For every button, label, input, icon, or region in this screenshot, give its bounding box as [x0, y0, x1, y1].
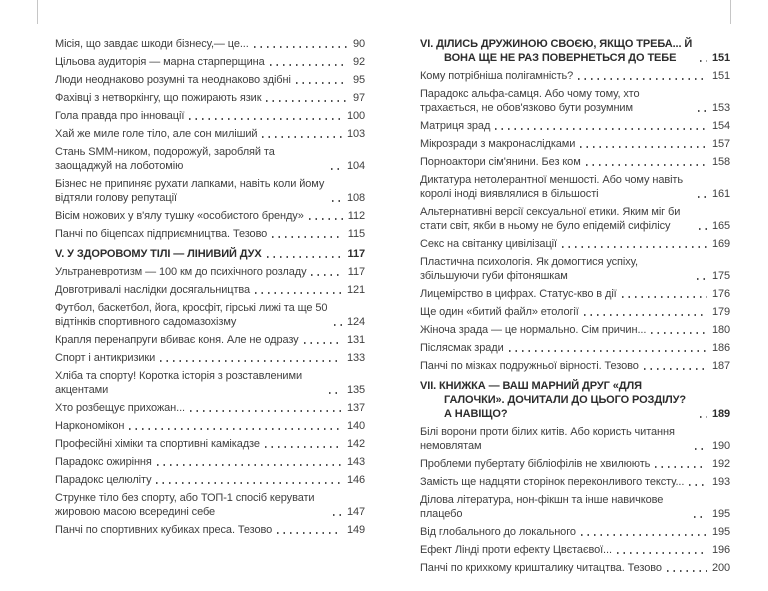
- dot-leader: [296, 82, 348, 84]
- entry-page-number: 200: [711, 562, 730, 574]
- entry-page-number: 117: [347, 266, 365, 278]
- toc-entry: [55, 177, 365, 205]
- toc-column-right: [420, 37, 730, 579]
- dot-leader: [700, 416, 707, 418]
- entry-page-number: 117: [347, 248, 365, 260]
- entry-page-number: 192: [711, 458, 730, 470]
- toc-entry: [420, 525, 730, 539]
- entry-page-number: 135: [346, 384, 365, 396]
- dot-leader: [697, 278, 707, 280]
- entry-page-number: 97: [352, 92, 365, 104]
- dot-leader: [254, 46, 348, 48]
- toc-entry: [420, 287, 730, 301]
- toc-entry: [55, 333, 365, 347]
- dot-leader: [622, 296, 707, 298]
- entry-page-number: 149: [346, 524, 365, 536]
- toc-entry: [420, 475, 730, 489]
- toc-entry: [55, 265, 365, 279]
- entry-page-number: 151: [711, 70, 730, 82]
- dot-leader: [129, 428, 342, 430]
- toc-entry: [55, 55, 365, 69]
- entry-page-number: 124: [346, 316, 365, 328]
- entry-page-number: 195: [711, 526, 730, 538]
- entry-page-number: 92: [352, 56, 365, 68]
- entry-title: Ділова література, нон-фікшн та інше навичкове плацебо: [420, 494, 664, 520]
- entry-title: Замість ще надцяти сторінок переконливого тексту...: [420, 476, 685, 488]
- entry-title: Білі ворони проти білих китів. Або користь читання немовлятам: [420, 426, 675, 452]
- entry-title: Футбол, баскетбол, йога, кросфіт, гірські лижі та ще 50 відтінків спортивного садомазохізму: [55, 302, 328, 328]
- dot-leader: [509, 350, 707, 352]
- toc-entry: [420, 237, 730, 251]
- entry-page-number: 108: [346, 192, 365, 204]
- dot-leader: [644, 368, 707, 370]
- dot-leader: [695, 448, 707, 450]
- toc-section-heading: [55, 247, 365, 261]
- toc-entry: [420, 119, 730, 133]
- entry-page-number: 180: [711, 324, 730, 336]
- toc-column-left: [55, 37, 365, 579]
- entry-title: Струнке тіло без спорту, або ТОП-1 спосіб керувати жировою масою всередині себе: [55, 492, 315, 518]
- entry-page-number: 142: [346, 438, 365, 450]
- dot-leader: [157, 464, 342, 466]
- entry-page-number: 187: [711, 360, 730, 372]
- entry-title: Порноактори сім'янини. Без ком: [420, 156, 581, 168]
- toc-entry: [55, 437, 365, 451]
- entry-title: Ефект Лінді проти ефекту Цвєтаєвої...: [420, 544, 612, 556]
- entry-title: Бізнес не припиняє рухати лапками, навіть коли йому відтяли голову репутації: [55, 178, 325, 204]
- dot-leader: [580, 146, 707, 148]
- toc-section-heading: [420, 37, 730, 65]
- entry-title: Стань SMM-ником, подорожуй, заробляй та заощаджуй на лоботомію: [55, 146, 275, 172]
- toc-entry: [420, 137, 730, 151]
- entry-title: Матриця зрад: [420, 120, 491, 132]
- toc-entry: [55, 473, 365, 487]
- entry-title: Довготривалі наслідки досягальництва: [55, 284, 251, 296]
- toc-entry: [55, 419, 365, 433]
- toc-section-heading: [420, 379, 730, 421]
- entry-page-number: 176: [711, 288, 730, 300]
- entry-page-number: 104: [346, 160, 365, 172]
- entry-page-number: 140: [346, 420, 365, 432]
- entry-page-number: 147: [346, 506, 365, 518]
- dot-leader: [267, 256, 343, 258]
- entry-page-number: 103: [346, 128, 365, 140]
- toc-entry: [420, 457, 730, 471]
- entry-page-number: 179: [711, 306, 730, 318]
- dot-leader: [311, 274, 342, 276]
- entry-page-number: 161: [711, 188, 730, 200]
- entry-page-number: 153: [711, 102, 730, 114]
- entry-page-number: 115: [347, 228, 365, 240]
- entry-title: Наркономікон: [55, 420, 125, 432]
- page-corner-mark-left: [37, 0, 38, 24]
- toc-entry: [420, 87, 730, 115]
- toc-entry: [55, 227, 365, 241]
- entry-title: Панчі по мізках подружньої вірності. Тезово: [420, 360, 639, 372]
- entry-title: Пластична психологія. Як домогтися успіху, збільшуючи губи фітоняшкам: [420, 256, 638, 282]
- dot-leader: [255, 292, 342, 294]
- toc-entry: [55, 283, 365, 297]
- toc-entry: [420, 359, 730, 373]
- dot-leader: [265, 446, 342, 448]
- toc-entry: [420, 155, 730, 169]
- dot-leader: [190, 410, 342, 412]
- entry-page-number: 195: [711, 508, 730, 520]
- dot-leader: [694, 516, 707, 518]
- toc-entry: [55, 209, 365, 223]
- entry-page-number: 143: [346, 456, 365, 468]
- toc-entry: [420, 493, 730, 521]
- dot-leader: [651, 332, 707, 334]
- entry-title: Лицемірство в цифрах. Статус-кво в дії: [420, 288, 617, 300]
- entry-title: Жіноча зрада — це нормально. Сім причин...: [420, 324, 647, 336]
- toc-entry: [420, 543, 730, 557]
- dot-leader: [266, 100, 348, 102]
- entry-page-number: 137: [346, 402, 365, 414]
- dot-leader: [334, 324, 342, 326]
- dot-leader: [272, 236, 343, 238]
- entry-page-number: 165: [711, 220, 730, 232]
- entry-title: Парадокс целюліту: [55, 474, 152, 486]
- entry-page-number: 189: [711, 408, 730, 420]
- toc-entry: [55, 127, 365, 141]
- entry-page-number: 100: [346, 110, 365, 122]
- dot-leader: [655, 466, 707, 468]
- dot-leader: [160, 360, 342, 362]
- toc-entry: [55, 401, 365, 415]
- toc-entry: [55, 369, 365, 397]
- entry-title: Хто розбещує прихожан...: [55, 402, 186, 414]
- entry-page-number: 158: [711, 156, 730, 168]
- entry-page-number: 157: [711, 138, 730, 150]
- dot-leader: [698, 196, 707, 198]
- dot-leader: [584, 314, 707, 316]
- toc-entry: [420, 323, 730, 337]
- toc-entry: [55, 301, 365, 329]
- toc-entry: [420, 341, 730, 355]
- dot-leader: [689, 484, 707, 486]
- entry-title: V. У ЗДОРОВОМУ ТІЛІ — ЛІНИВИЙ ДУХ: [55, 248, 262, 260]
- entry-title: Панчі по крихкому кришталику читацтва. Тезово: [420, 562, 662, 574]
- entry-title: Диктатура нетолерантної меншості. Або чому навіть королі іноді виявлялися в більшості: [420, 174, 683, 200]
- entry-title: Мікрозради з макронаслідками: [420, 138, 576, 150]
- entry-title: VII. КНИЖКА — ВАШ МАРНИЙ ДРУГ «ДЛЯ ГАЛОЧКИ». ДОЧИТАЛИ ДО ЦЬОГО РОЗДІЛУ? А НАВІЩО?: [420, 380, 687, 420]
- entry-title: Секс на світанку цивілізації: [420, 238, 557, 250]
- dot-leader: [700, 60, 707, 62]
- entry-page-number: 175: [711, 270, 730, 282]
- entry-title: Крапля перенапруги вбиває коня. Але не одразу: [55, 334, 299, 346]
- dot-leader: [309, 218, 343, 220]
- dot-leader: [304, 342, 342, 344]
- toc-entry: [55, 523, 365, 537]
- dot-leader: [586, 164, 707, 166]
- entry-page-number: 169: [711, 238, 730, 250]
- dot-leader: [156, 482, 341, 484]
- entry-page-number: 151: [711, 52, 730, 64]
- toc-entry: [55, 455, 365, 469]
- entry-title: VI. ДІЛИСЬ ДРУЖИНОЮ СВОЄЮ, ЯКЩО ТРЕБА... Й ВОНА ЩЕ НЕ РАЗ ПОВЕРНЕТЬСЯ ДО ТЕБЕ: [420, 38, 693, 64]
- entry-title: Післясмак зради: [420, 342, 504, 354]
- dot-leader: [581, 534, 707, 536]
- entry-title: Хліба та спорту! Коротка історія з розставленими акцентами: [55, 370, 302, 396]
- entry-page-number: 186: [711, 342, 730, 354]
- entry-title: Парадокс ожиріння: [55, 456, 152, 468]
- entry-title: Проблеми пубертату бібліофілів не хвилюють: [420, 458, 651, 470]
- entry-title: Ще один «битий файл» етології: [420, 306, 579, 318]
- dot-leader: [667, 570, 707, 572]
- dot-leader: [698, 110, 707, 112]
- entry-title: Хай же миле голе тіло, але сон миліший: [55, 128, 258, 140]
- entry-title: Спорт і антикризики: [55, 352, 156, 364]
- dot-leader: [329, 392, 341, 394]
- entry-page-number: 154: [711, 120, 730, 132]
- entry-title: Фахівці з нетворкінгу, що пожирають язик: [55, 92, 262, 104]
- entry-page-number: 133: [346, 352, 365, 364]
- dot-leader: [277, 532, 342, 534]
- toc-entry: [420, 425, 730, 453]
- entry-title: Цільова аудиторія — марна старперщина: [55, 56, 265, 68]
- entry-page-number: 146: [346, 474, 365, 486]
- entry-title: Професійні хіміки та спортивні камікадзе: [55, 438, 260, 450]
- toc-entry: [420, 173, 730, 201]
- entry-page-number: 190: [711, 440, 730, 452]
- entry-title: Місія, що завдає шкоди бізнесу,— це...: [55, 38, 249, 50]
- toc-entry: [55, 351, 365, 365]
- toc-entry: [420, 305, 730, 319]
- toc-entry: [55, 491, 365, 519]
- entry-title: Кому потрібніша полігамність?: [420, 70, 574, 82]
- entry-page-number: 112: [347, 210, 365, 222]
- entry-title: Люди неоднаково розумні та неоднаково здібні: [55, 74, 291, 86]
- dot-leader: [578, 78, 707, 80]
- entry-title: Панчі по спортивних кубиках преса. Тезово: [55, 524, 273, 536]
- toc-entry: [55, 91, 365, 105]
- dot-leader: [562, 246, 707, 248]
- entry-title: Від глобального до локального: [420, 526, 576, 538]
- dot-leader: [262, 136, 341, 138]
- entry-title: Вісім ножових у в'ялу тушку «особистого бренду»: [55, 210, 304, 222]
- entry-title: Гола правда про інновації: [55, 110, 185, 122]
- entry-page-number: 131: [346, 334, 365, 346]
- toc-entry: [420, 255, 730, 283]
- entry-title: Панчі по біцепсах підприємництва. Тезово: [55, 228, 268, 240]
- toc-entry: [420, 561, 730, 575]
- entry-title: Парадокс альфа-самця. Або чому тому, хто трахається, не обов'язково бути розумним: [420, 88, 640, 114]
- dot-leader: [332, 200, 342, 202]
- toc-entry: [55, 109, 365, 123]
- entry-page-number: 90: [352, 38, 365, 50]
- entry-page-number: 196: [711, 544, 730, 556]
- dot-leader: [331, 168, 342, 170]
- entry-title: Альтернативні версії сексуальної етики. Яким міг би стати світ, якби в ньому не було епідемій сифілісу: [420, 206, 681, 232]
- dot-leader: [495, 128, 707, 130]
- toc-entry: [55, 37, 365, 51]
- entry-page-number: 95: [352, 74, 365, 86]
- dot-leader: [617, 552, 707, 554]
- page-corner-mark-right: [730, 0, 731, 24]
- dot-leader: [699, 228, 706, 230]
- toc-entry: [55, 73, 365, 87]
- toc-entry: [420, 205, 730, 233]
- dot-leader: [189, 118, 342, 120]
- entry-page-number: 121: [346, 284, 365, 296]
- dot-leader: [270, 64, 348, 66]
- toc-entry: [420, 69, 730, 83]
- entry-page-number: 193: [711, 476, 730, 488]
- toc-entry: [55, 145, 365, 173]
- entry-title: Ультраневротизм — 100 км до психічного розладу: [55, 266, 307, 278]
- dot-leader: [333, 514, 342, 516]
